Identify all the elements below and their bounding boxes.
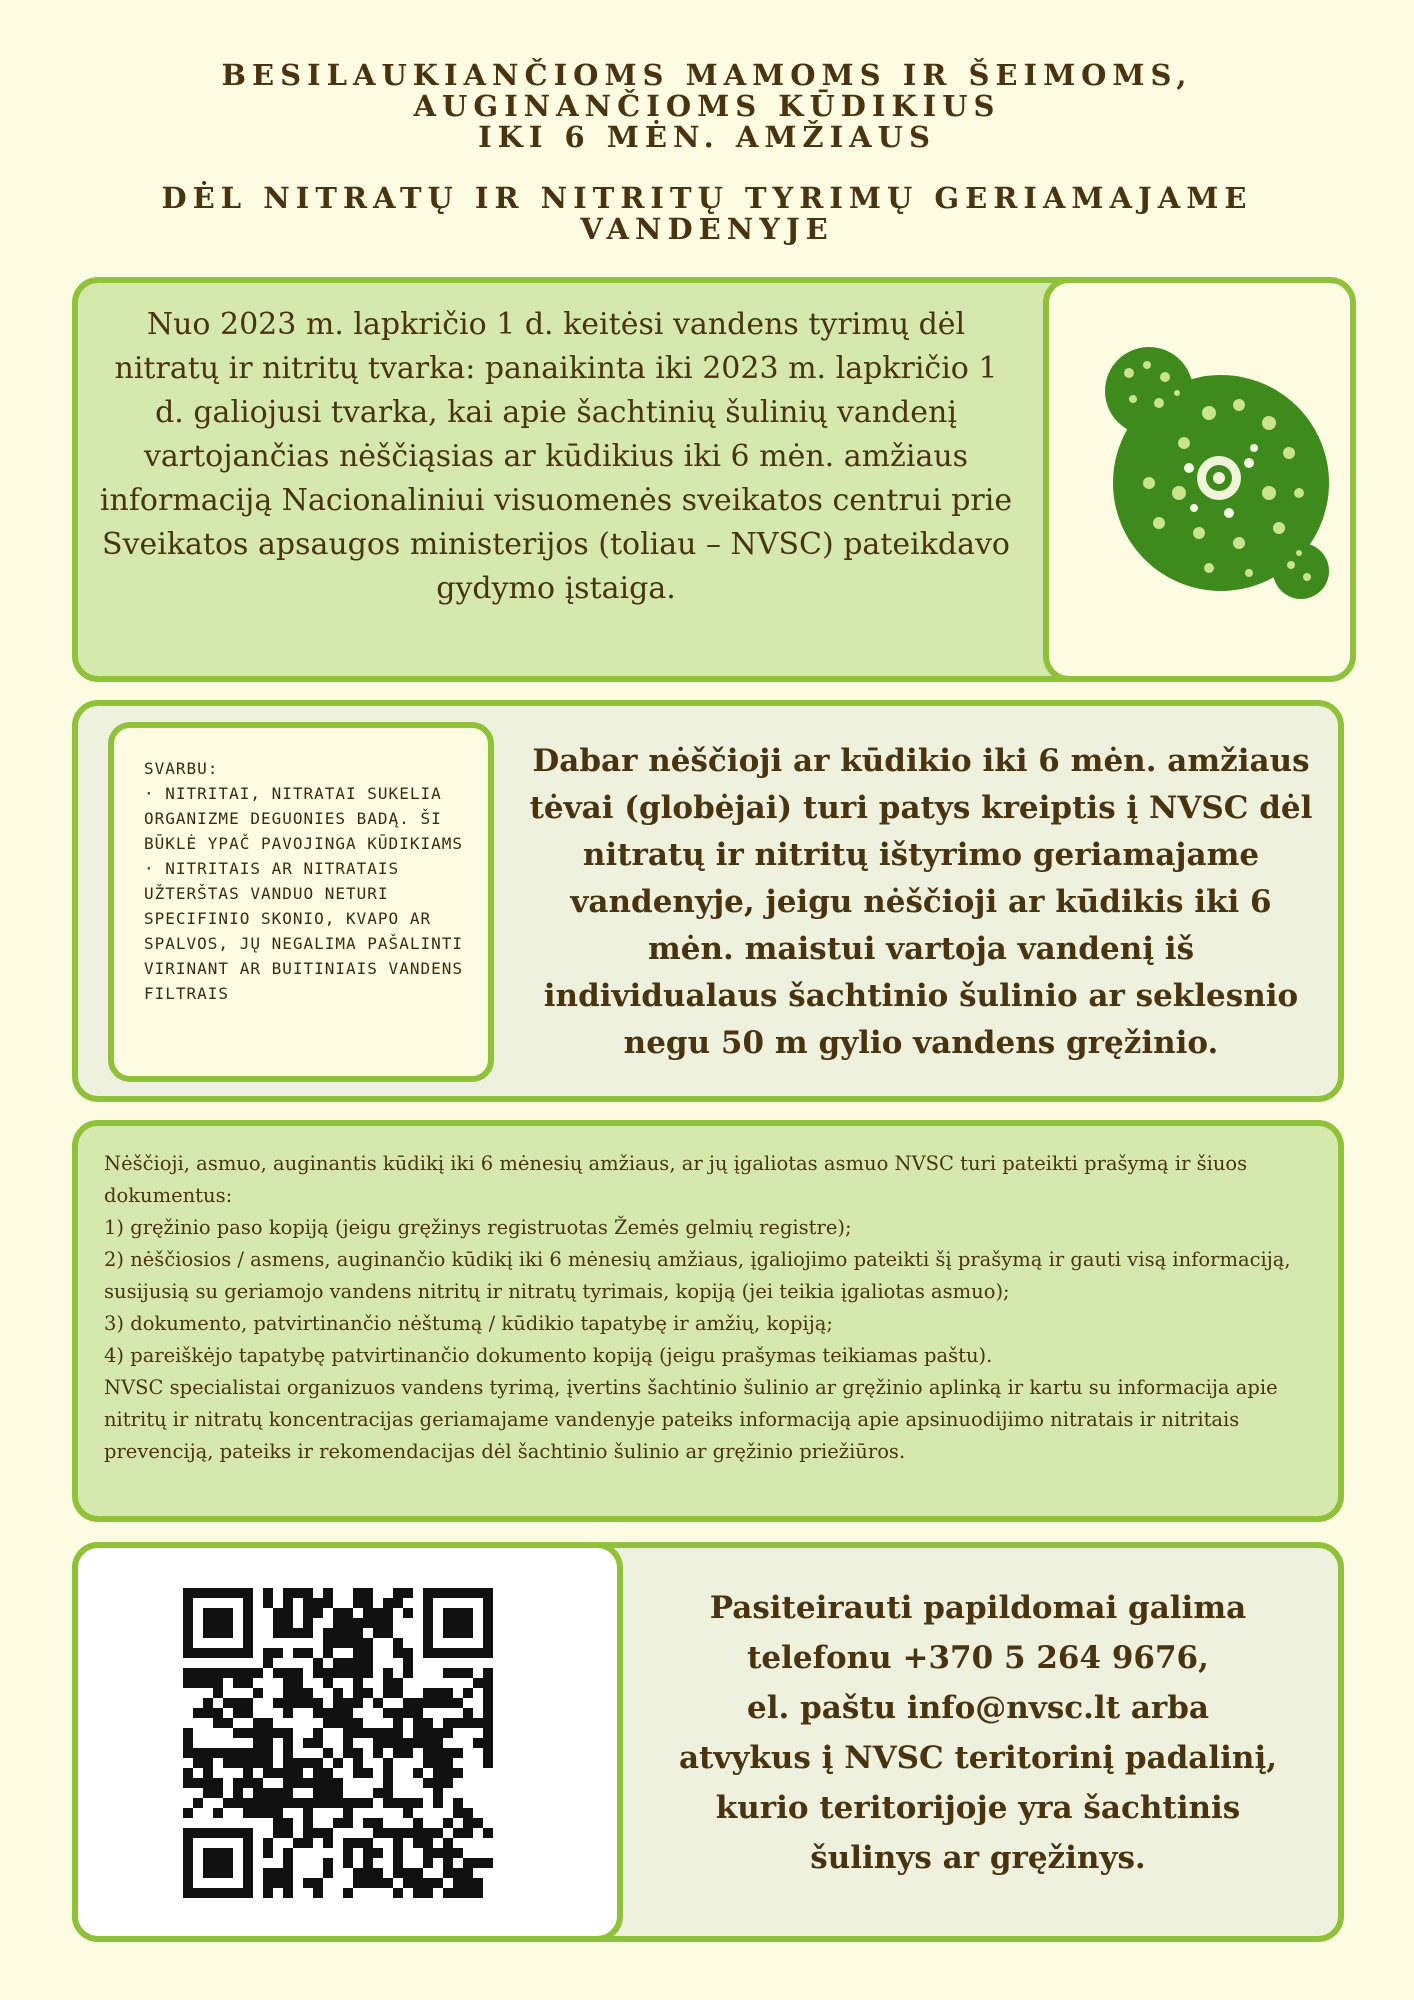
contact-line: kurio teritorijoje yra šachtinis: [715, 1790, 1241, 1826]
intro-image-frame: [1043, 277, 1356, 682]
now-panel: [72, 700, 1344, 1102]
important-item: · NITRITAI, NITRATAI SUKELIA ORGANIZME DEGUONIES BADĄ. ŠI BŪKLĖ YPAČ PAVOJINGA KŪDIKIAMS: [144, 784, 463, 853]
documents-item: 1) gręžinio paso kopiją (jeigu gręžinys registruotas Žemės gelmių registre);: [104, 1216, 852, 1239]
qr-code-icon[interactable]: [183, 1588, 493, 1898]
contact-line: šulinys ar gręžinys.: [810, 1840, 1146, 1876]
documents-panel: [72, 1120, 1344, 1522]
contact-panel: [72, 1542, 1344, 1942]
important-box: [108, 722, 494, 1082]
documents-item: 2) nėščiosios / asmens, auginančio kūdikį iki 6 mėnesių amžiaus, įgaliojimo pateikti šį prašymą ir gauti visą informaciją, susijusią su geriamojo vandens nitritų ir nitratų tyrimais, kopiją (jei teikia įgaliotas asmuo);: [104, 1248, 1291, 1303]
documents-item: 3) dokumento, patvirtinančio nėštumą / kūdikio tapatybę ir amžių, kopiją;: [104, 1312, 833, 1335]
qr-frame: [72, 1542, 623, 1942]
important-heading: SVARBU:: [144, 759, 219, 778]
header-topic: DĖL NITRATŲ IR NITRITŲ TYRIMŲ GERIAMAJAME VANDENYJE: [161, 181, 1253, 246]
now-text: Dabar nėščioji ar kūdikio iki 6 mėn. amžiaus tėvai (globėjai) turi patys kreiptis į NVSC dėl nitratų ir nitritų ištyrimo geriamajame vandenyje, jeigu nėščioji ar kūdikis iki 6 mėn. maistui vartoja vandenį iš individualaus šachtinio šulinio ar seklesnio negu 50 m gylio vandens gręžinio.: [529, 743, 1313, 1061]
page-header: [0, 60, 1414, 245]
contact-phone: telefonu +370 5 264 9676,: [747, 1640, 1209, 1676]
documents-text: [104, 1148, 1319, 1468]
documents-outro: NVSC specialistai organizuos vandens tyrimą, įvertins šachtinio šulinio ar gręžinio aplinką ir kartu su informacija apie nitritų ir nitratų koncentracijas geriamajame vandenyje pateiks informaciją apie apsinuodijimo nitratais ir nitritais prevenciją, pateiks ir rekomendacijas dėl šachtinio šulinio ar gręžinio priežiūros.: [104, 1376, 1278, 1463]
contact-line: atvykus į NVSC teritorinį padalinį,: [678, 1740, 1278, 1776]
header-audience: BESILAUKIANČIOMS MAMOMS IR ŠEIMOMS, AUGINANČIOMS KŪDIKIUS IKI 6 MĖN. AMŽIAUS: [221, 58, 1193, 154]
contact-email: el. paštu info@nvsc.lt arba: [746, 1690, 1210, 1726]
intro-panel: [72, 277, 1344, 682]
intro-text: Nuo 2023 m. lapkričio 1 d. keitėsi vandens tyrimų dėl nitratų ir nitritų tvarka: panaikinta iki 2023 m. lapkričio 1 d. galiojusi tvarka, kai apie šachtinių šulinių vandenį vartojančias nėščiąsias ar kūdikius iki 6 mėn. amžiaus informaciją Nacionaliniui visuomenės sveikatos centrui prie Sveikatos apsaugos ministerijos (toliau – NVSC) pateikdavo gydymo įstaiga.: [99, 307, 1013, 606]
documents-item: 4) pareiškėjo tapatybę patvirtinančio dokumento kopiją (jeigu prašymas teikiamas paštu).: [104, 1344, 993, 1367]
documents-intro: Nėščioji, asmuo, auginantis kūdikį iki 6 mėnesių amžiaus, ar jų įgaliotas asmuo NVSC turi pateikti prašymą ir šiuos dokumentus:: [104, 1152, 1248, 1207]
contact-text: [638, 1583, 1318, 1883]
bacteria-illustration-icon: [1089, 343, 1329, 603]
important-item: · NITRITAIS AR NITRATAIS UŽTERŠTAS VANDUO NETURI SPECIFINIO SKONIO, KVAPO AR SPALVOS, JŲ NEGALIMA PAŠALINTI VIRINANT AR BUITINIAIS VANDENS FILTRAIS: [144, 859, 463, 1003]
contact-line: Pasiteirauti papildomai galima: [709, 1590, 1247, 1626]
